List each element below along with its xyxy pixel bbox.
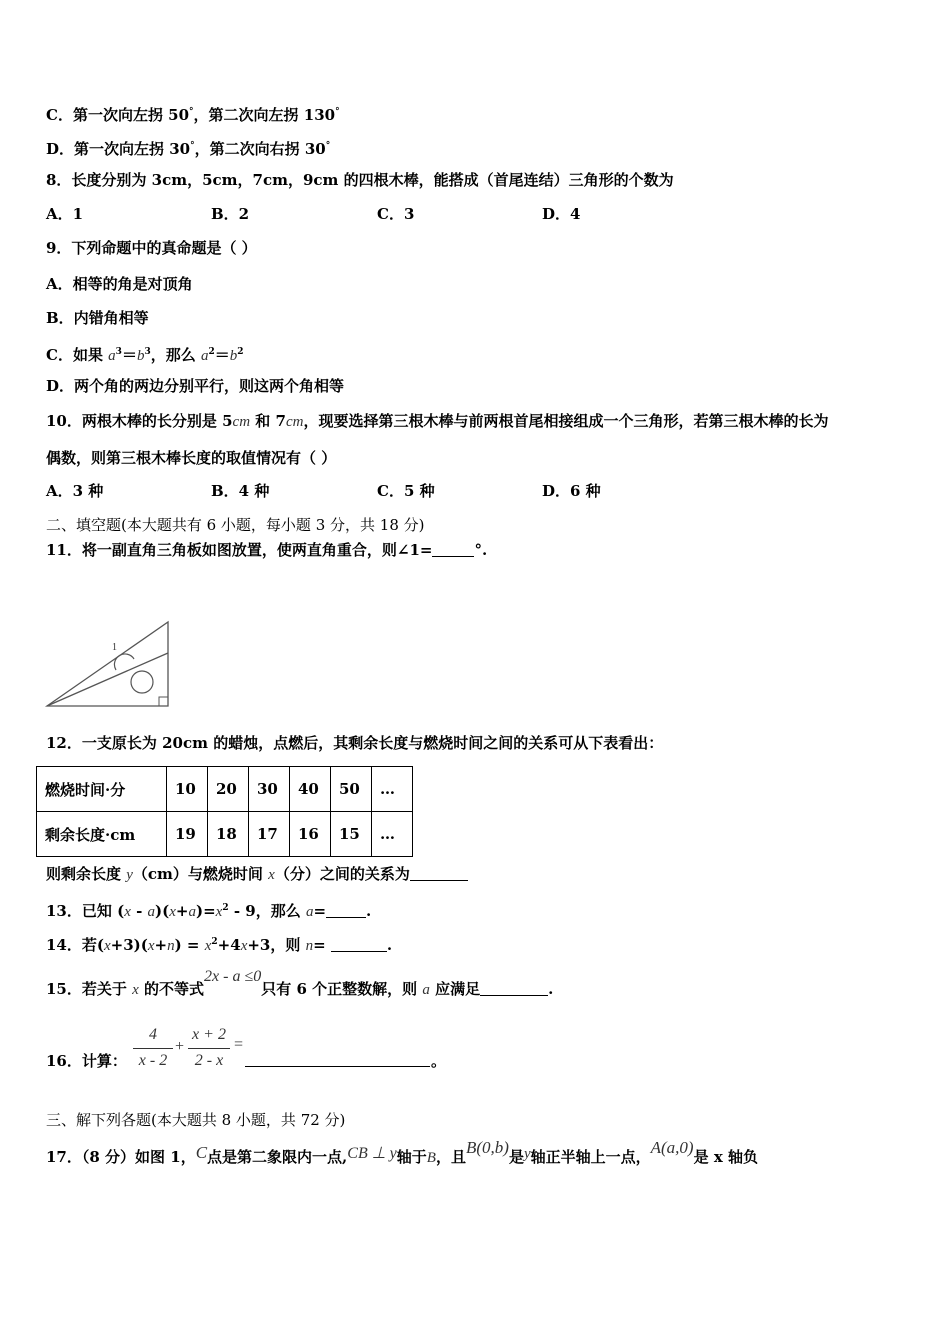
q8-option-c: C．3 [377, 205, 415, 223]
q17-stem: 17．（8 分）如图 1，C点是第二象限内一点,CB ⊥ y轴于B，且B(0,b)是y轴正半轴上一点，A(a,0)是 x 轴负 [46, 1138, 758, 1166]
fraction-1-bar [133, 1048, 173, 1049]
q8-stem: 8．长度分别为 3cm，5cm，7cm，9cm 的四根木棒，能搭成（首尾连结）三角形的个数为 [46, 171, 674, 189]
q9-option-d: D．两个角的两边分别平行，则这两个角相等 [46, 377, 345, 395]
q9-option-a: A．相等的角是对顶角 [46, 275, 193, 293]
right-angle-mark [159, 697, 168, 706]
q9-option-b: B．内错角相等 [46, 309, 149, 327]
q8-option-b: B．2 [211, 205, 250, 223]
table-cell: 19 [167, 812, 208, 857]
fraction-2-denominator: 2 - x [194, 1052, 224, 1069]
q14-answer-blank [331, 937, 387, 952]
q10-stem-line2: 偶数，则第三根木棒长度的取值情况有（ ） [46, 449, 337, 467]
inner-triangle-edge [47, 653, 168, 706]
q10-option-d: D．6 种 [542, 482, 601, 500]
row-header-burn-time: 燃烧时间·分 [37, 767, 167, 812]
fraction-2-numerator: x + 2 [192, 1026, 226, 1043]
q8-option-d: D．4 [542, 205, 581, 223]
q11-triangle-figure [40, 615, 175, 713]
q16-end: 。 [431, 1052, 447, 1070]
section-2-heading: 二、填空题(本大题共有 6 小题，每小题 3 分，共 18 分) [46, 516, 425, 534]
q10-option-c: C．5 种 [377, 482, 435, 500]
table-cell: … [372, 812, 413, 857]
section-3-heading: 三、解下列各题(本大题共 8 小题，共 72 分) [46, 1111, 346, 1129]
q15-inequality: 2x - a ≤0 [204, 968, 262, 985]
q13-answer-blank [326, 903, 366, 918]
row-header-remaining-length: 剩余长度·cm [37, 812, 167, 857]
large-triangle [47, 622, 168, 706]
q16-fraction-1 [133, 1026, 173, 1070]
angle-1-arc [114, 654, 134, 670]
q16-equals-sign: = [233, 1036, 244, 1053]
q12-answer-blank [410, 866, 468, 881]
table-cell: 16 [290, 812, 331, 857]
q7-option-d: D．第一次向左拐 30°，第二次向右拐 30° [46, 140, 331, 158]
table-cell: 17 [249, 812, 290, 857]
q9-stem: 9．下列命题中的真命题是（ ） [46, 239, 257, 257]
q13-stem: 13．已知 $(x - a)(x+a)=x^2 - 9$，那么 a= . [46, 902, 372, 920]
angle-1-label: 1 [112, 642, 117, 653]
fraction-1-denominator: x - 2 [138, 1052, 168, 1069]
q16-label: 16．计算： [46, 1052, 127, 1070]
q10-option-b: B．4 种 [211, 482, 270, 500]
table-cell: 18 [208, 812, 249, 857]
q12-relation-prompt: 则剩余长度 y（cm）与燃烧时间 x（分）之间的关系为 [46, 864, 468, 885]
q11-stem: 11．将一副直角三角板如图放置，使两直角重合，则∠1= °. [46, 541, 488, 559]
q15-answer-blank [480, 981, 548, 996]
fraction-2-bar [188, 1048, 230, 1049]
table-cell: 40 [290, 767, 331, 812]
table-cell: 10 [167, 767, 208, 812]
table-cell: 20 [208, 767, 249, 812]
table-row [37, 767, 413, 812]
table-cell: … [372, 767, 413, 812]
q10-option-a: A．3 种 [46, 482, 104, 500]
q10-stem-line1: 10．两根木棒的长分别是 5cm 和 7cm，现要选择第三根木棒与前两根首尾相接组成一个三角形，若第三根木棒的长为 [46, 412, 829, 430]
table-cell: 30 [249, 767, 290, 812]
table-row [37, 812, 413, 857]
table-cell: 50 [331, 767, 372, 812]
q16-fraction-2 [188, 1026, 230, 1070]
q7-option-c: C．第一次向左拐 50°，第二次向左拐 130° [46, 106, 340, 124]
table-cell: 15 [331, 812, 372, 857]
q15-stem: 15．若关于 x 的不等式2x - a ≤0只有 6 个正整数解，则 a 应满足 . [46, 968, 554, 998]
triangle-hole-circle [131, 671, 153, 693]
q8-option-a: A．1 [46, 205, 84, 223]
q9-option-c: C．如果 $a^3=b^3$，那么 $a^2=b^2$ [46, 346, 244, 364]
q16-answer-blank [245, 1052, 430, 1067]
candle-data-table [36, 766, 413, 857]
q14-stem: 14．若$(x+3)(x+n) = x^2+4x+3$，则 n= . [46, 936, 393, 954]
q11-answer-blank [432, 542, 474, 557]
q16-plus-sign: + [174, 1038, 185, 1055]
fraction-1-numerator: 4 [149, 1026, 157, 1043]
q12-stem: 12．一支原长为 20cm 的蜡烛，点燃后，其剩余长度与燃烧时间之间的关系可从下表看出： [46, 734, 664, 752]
